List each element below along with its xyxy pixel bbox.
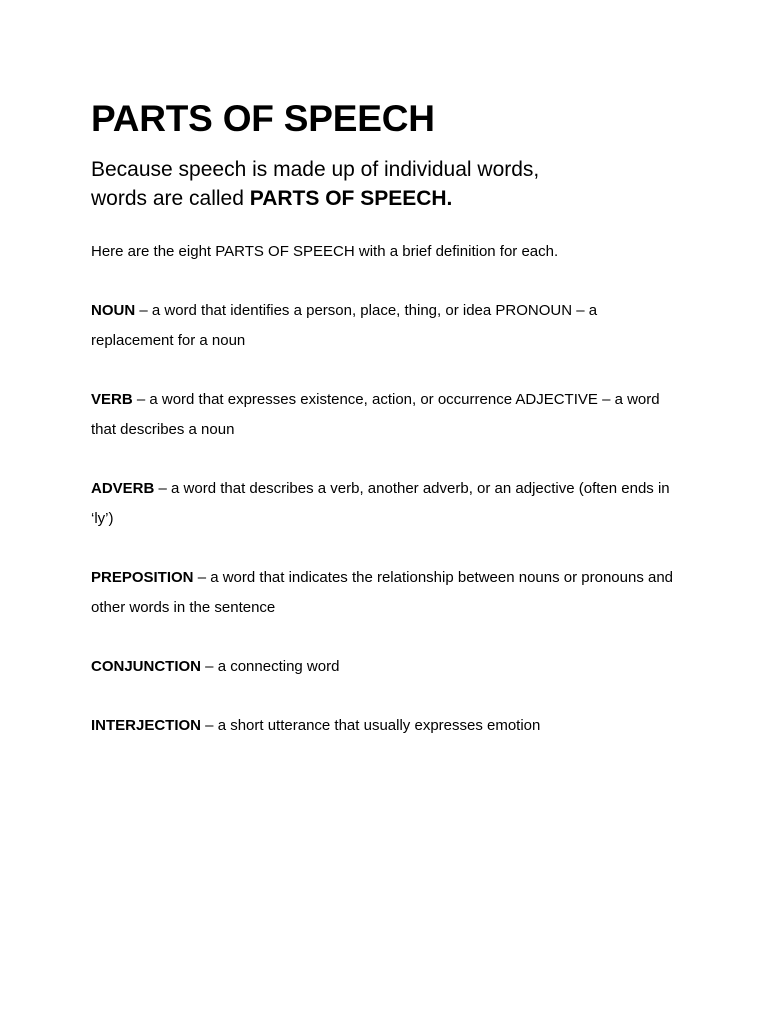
subtitle <box>91 155 651 213</box>
entry-definition: – a word that describes a verb, another adverb, or an adjective (often ends in ‘ly’) <box>91 480 670 527</box>
entry-term: PREPOSITION <box>91 569 194 586</box>
entry-term: VERB <box>91 391 133 408</box>
entry-definition: – a word that identifies a person, place, thing, or idea PRONOUN – a replacement for a noun <box>91 302 598 349</box>
entry-term: NOUN <box>91 302 136 319</box>
intro-paragraph: Here are the eight PARTS OF SPEECH with a brief definition for each. <box>91 243 559 260</box>
entry-definition: – a word that expresses existence, action, or occurrence ADJECTIVE – a word that describes a noun <box>91 391 660 438</box>
subtitle-line-2-prefix: words are called <box>91 187 250 210</box>
entry-verb <box>91 385 676 445</box>
entry-definition: – a connecting word <box>201 658 340 675</box>
entry-interjection <box>91 711 676 741</box>
entry-conjunction <box>91 652 676 682</box>
subtitle-line-1: Because speech is made up of individual words, <box>91 158 540 181</box>
entry-definition: – a word that indicates the relationship between nouns or pronouns and other words in the sentence <box>91 569 674 616</box>
page-title: PARTS OF SPEECH <box>91 98 435 139</box>
entry-adverb <box>91 474 676 534</box>
entry-definition: – a short utterance that usually expresses emotion <box>201 717 541 734</box>
entry-term: CONJUNCTION <box>91 658 202 675</box>
entry-term: INTERJECTION <box>91 717 202 734</box>
entry-preposition <box>91 563 676 623</box>
entry-term: ADVERB <box>91 480 155 497</box>
subtitle-line-2-emphasis: PARTS OF SPEECH. <box>249 187 453 210</box>
entry-noun <box>91 296 676 356</box>
